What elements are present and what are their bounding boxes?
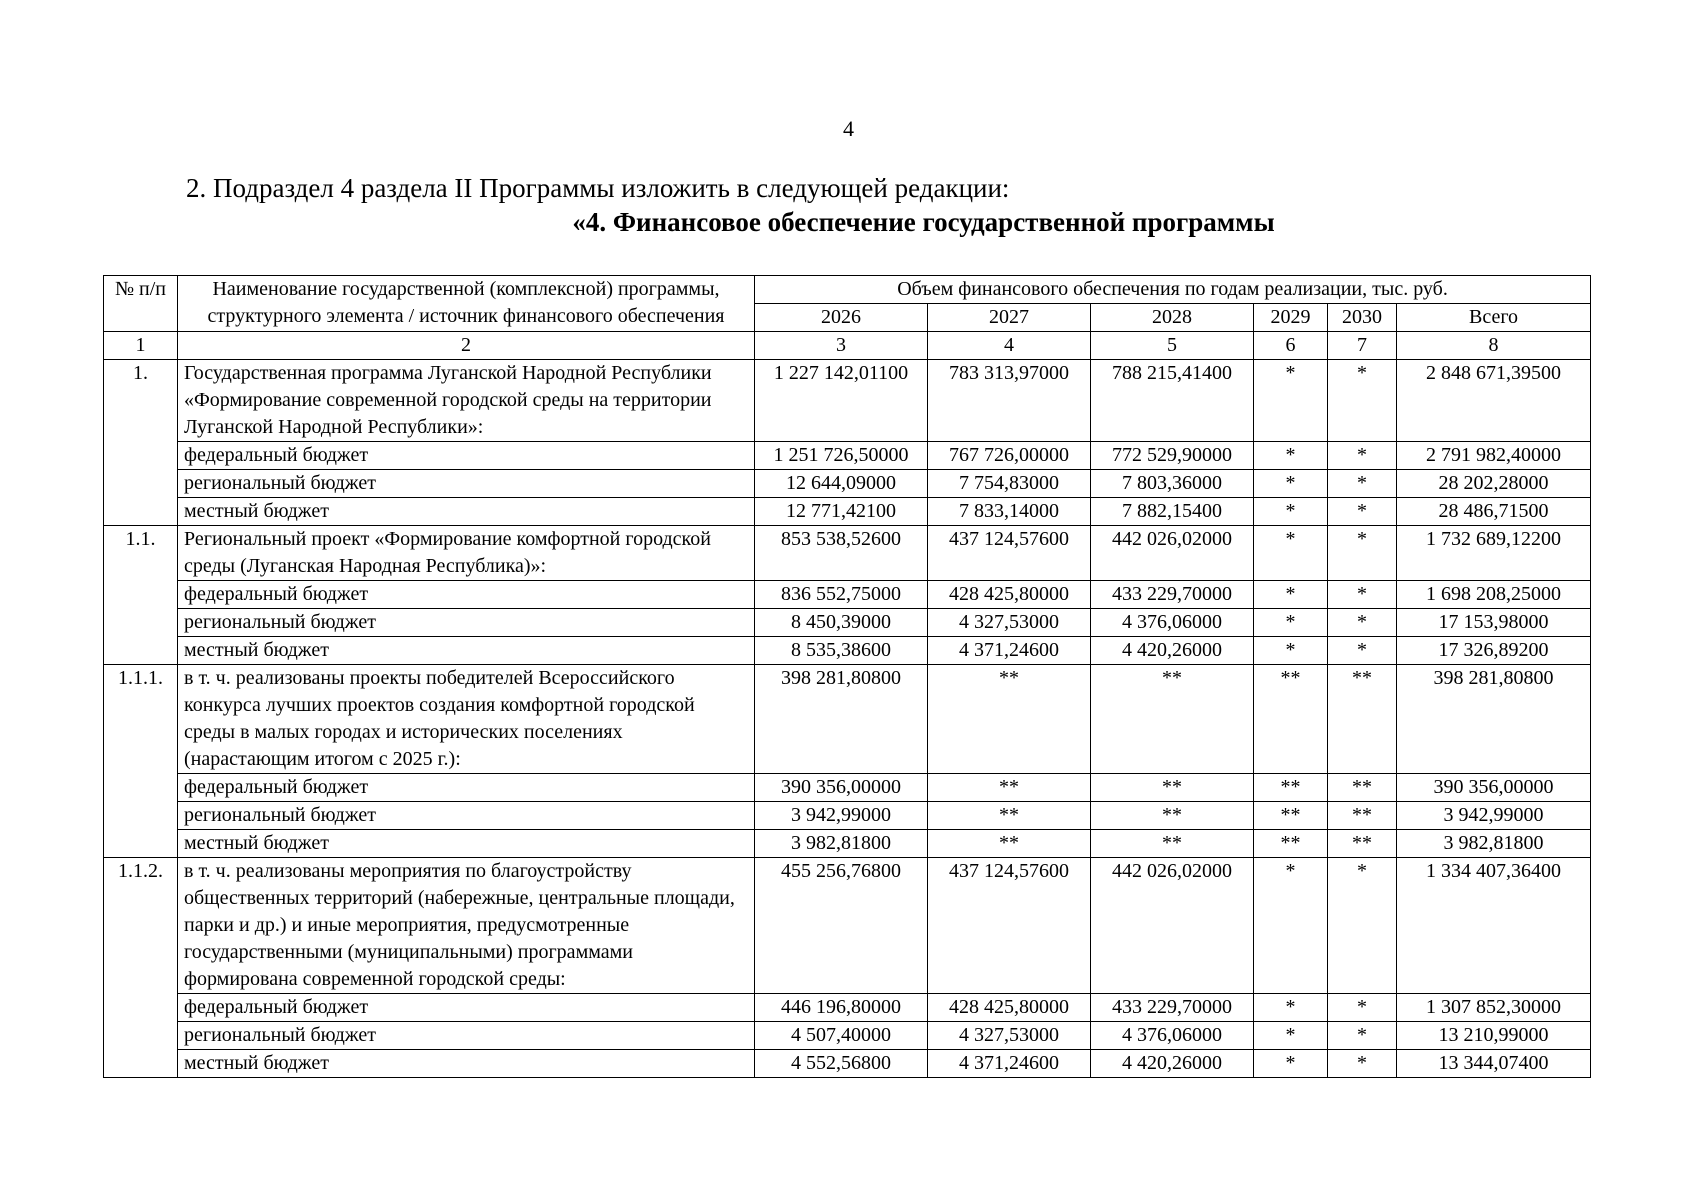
total-value: 17 153,98000 — [1397, 609, 1591, 637]
year-value: 398 281,80800 — [755, 665, 928, 774]
year-value: 1 251 726,50000 — [755, 442, 928, 470]
column-number: 4 — [928, 332, 1091, 360]
header-year: 2027 — [928, 304, 1091, 332]
year-value: * — [1328, 994, 1397, 1022]
year-value: * — [1328, 1022, 1397, 1050]
year-value: * — [1254, 498, 1328, 526]
header-total: Всего — [1397, 304, 1591, 332]
total-value: 398 281,80800 — [1397, 665, 1591, 774]
year-value: 428 425,80000 — [928, 994, 1091, 1022]
total-value: 3 942,99000 — [1397, 802, 1591, 830]
year-value: * — [1328, 858, 1397, 994]
year-value: ** — [1254, 665, 1328, 774]
year-value: 3 982,81800 — [755, 830, 928, 858]
year-value: * — [1328, 360, 1397, 442]
year-value: ** — [1254, 774, 1328, 802]
intro-paragraph: 2. Подраздел 4 раздела II Программы изложить в следующей редакции: — [186, 173, 1010, 203]
year-value: ** — [928, 830, 1091, 858]
year-value: * — [1328, 609, 1397, 637]
table-row — [104, 470, 1591, 498]
year-value: 4 552,56800 — [755, 1050, 928, 1078]
year-value: ** — [1091, 665, 1254, 774]
year-value: 4 376,06000 — [1091, 609, 1254, 637]
total-value: 1 698 208,25000 — [1397, 581, 1591, 609]
table-row — [104, 830, 1591, 858]
year-value: * — [1328, 442, 1397, 470]
year-value: 433 229,70000 — [1091, 581, 1254, 609]
total-value: 13 210,99000 — [1397, 1022, 1591, 1050]
year-value: * — [1254, 526, 1328, 581]
year-value: ** — [1328, 830, 1397, 858]
year-value: 390 356,00000 — [755, 774, 928, 802]
year-value: 442 026,02000 — [1091, 526, 1254, 581]
year-value: ** — [928, 802, 1091, 830]
table-row — [104, 665, 1591, 774]
total-value: 1 334 407,36400 — [1397, 858, 1591, 994]
row-number: 1.1. — [104, 526, 178, 665]
total-value: 1 307 852,30000 — [1397, 994, 1591, 1022]
year-value: 3 942,99000 — [755, 802, 928, 830]
year-value: 428 425,80000 — [928, 581, 1091, 609]
column-number: 6 — [1254, 332, 1328, 360]
program-name: Региональный проект «Формирование комфортной городской среды (Луганская Народная Республика)»: — [178, 526, 755, 581]
year-value: ** — [1254, 802, 1328, 830]
total-value: 17 326,89200 — [1397, 637, 1591, 665]
year-value: 437 124,57600 — [928, 526, 1091, 581]
year-value: 772 529,90000 — [1091, 442, 1254, 470]
year-value: * — [1328, 1050, 1397, 1078]
funding-source: федеральный бюджет — [178, 581, 755, 609]
table-row — [104, 1050, 1591, 1078]
funding-source: федеральный бюджет — [178, 994, 755, 1022]
year-value: 4 327,53000 — [928, 1022, 1091, 1050]
section-title: «4. Финансовое обеспечение государственной программы — [572, 207, 1275, 237]
funding-source: региональный бюджет — [178, 470, 755, 498]
year-value: ** — [1328, 774, 1397, 802]
year-value: * — [1328, 581, 1397, 609]
total-value: 28 486,71500 — [1397, 498, 1591, 526]
header-year: 2026 — [755, 304, 928, 332]
table-row — [104, 774, 1591, 802]
year-value: * — [1254, 858, 1328, 994]
row-number: 1.1.2. — [104, 858, 178, 1078]
funding-source: федеральный бюджет — [178, 774, 755, 802]
financing-table — [103, 275, 1591, 1078]
year-value: * — [1254, 581, 1328, 609]
funding-source: региональный бюджет — [178, 802, 755, 830]
year-value: * — [1254, 609, 1328, 637]
year-value: 4 327,53000 — [928, 609, 1091, 637]
year-value: ** — [1091, 830, 1254, 858]
year-value: 455 256,76800 — [755, 858, 928, 994]
year-value: ** — [1091, 802, 1254, 830]
table-row — [104, 360, 1591, 442]
total-value: 2 848 671,39500 — [1397, 360, 1591, 442]
year-value: ** — [928, 774, 1091, 802]
total-value: 390 356,00000 — [1397, 774, 1591, 802]
year-value: 7 833,14000 — [928, 498, 1091, 526]
year-value: 12 771,42100 — [755, 498, 928, 526]
table-row — [104, 609, 1591, 637]
table-row — [104, 581, 1591, 609]
year-value: 7 803,36000 — [1091, 470, 1254, 498]
program-name: в т. ч. реализованы проекты победителей Всероссийского конкурса лучших проектов создания комфортной городской среды в малых городах и исторических поселениях (нарастающим итогом с 2025 г.): — [178, 665, 755, 774]
total-value: 1 732 689,12200 — [1397, 526, 1591, 581]
table-row — [104, 1022, 1591, 1050]
year-value: 4 420,26000 — [1091, 637, 1254, 665]
program-name: в т. ч. реализованы мероприятия по благоустройству общественных территорий (набережные, центральные площади, парки и др.) и иные мероприятия, предусмотренные государственными (муниципальными) программами формирована современной городской среды: — [178, 858, 755, 994]
program-name: Государственная программа Луганской Народной Республики «Формирование современной городской среды на территории Луганской Народной Республики»: — [178, 360, 755, 442]
funding-source: местный бюджет — [178, 498, 755, 526]
year-value: 446 196,80000 — [755, 994, 928, 1022]
header-year: 2029 — [1254, 304, 1328, 332]
total-value: 2 791 982,40000 — [1397, 442, 1591, 470]
year-value: 7 754,83000 — [928, 470, 1091, 498]
year-value: 4 371,24600 — [928, 1050, 1091, 1078]
table-row — [104, 526, 1591, 581]
table-row — [104, 858, 1591, 994]
funding-source: региональный бюджет — [178, 1022, 755, 1050]
year-value: * — [1254, 1022, 1328, 1050]
year-value: 437 124,57600 — [928, 858, 1091, 994]
table-row — [104, 442, 1591, 470]
year-value: 433 229,70000 — [1091, 994, 1254, 1022]
year-value: * — [1254, 442, 1328, 470]
year-value: 4 507,40000 — [755, 1022, 928, 1050]
year-value: 442 026,02000 — [1091, 858, 1254, 994]
year-value: * — [1254, 994, 1328, 1022]
year-value: 853 538,52600 — [755, 526, 928, 581]
header-num: № п/п — [104, 276, 178, 332]
year-value: * — [1328, 637, 1397, 665]
year-value: 4 376,06000 — [1091, 1022, 1254, 1050]
total-value: 3 982,81800 — [1397, 830, 1591, 858]
funding-source: федеральный бюджет — [178, 442, 755, 470]
year-value: 4 371,24600 — [928, 637, 1091, 665]
funding-source: местный бюджет — [178, 830, 755, 858]
year-value: 7 882,15400 — [1091, 498, 1254, 526]
year-value: * — [1254, 637, 1328, 665]
year-value: * — [1328, 526, 1397, 581]
column-number: 5 — [1091, 332, 1254, 360]
page-number: 4 — [843, 116, 854, 141]
year-value: ** — [1254, 830, 1328, 858]
total-value: 28 202,28000 — [1397, 470, 1591, 498]
table-body — [104, 360, 1591, 1078]
year-value: 1 227 142,01100 — [755, 360, 928, 442]
year-value: 12 644,09000 — [755, 470, 928, 498]
row-number: 1.1.1. — [104, 665, 178, 858]
year-value: 836 552,75000 — [755, 581, 928, 609]
year-value: ** — [928, 665, 1091, 774]
table-row — [104, 994, 1591, 1022]
year-value: * — [1254, 1050, 1328, 1078]
header-year: 2028 — [1091, 304, 1254, 332]
year-value: * — [1254, 470, 1328, 498]
year-value: ** — [1091, 774, 1254, 802]
year-value: * — [1254, 360, 1328, 442]
column-number: 2 — [178, 332, 755, 360]
year-value: 4 420,26000 — [1091, 1050, 1254, 1078]
table-row — [104, 498, 1591, 526]
column-number: 3 — [755, 332, 928, 360]
column-number: 7 — [1328, 332, 1397, 360]
row-number: 1. — [104, 360, 178, 526]
header-volume: Объем финансового обеспечения по годам реализации, тыс. руб. — [755, 276, 1591, 304]
year-value: 8 535,38600 — [755, 637, 928, 665]
year-value: * — [1328, 470, 1397, 498]
year-value: ** — [1328, 665, 1397, 774]
table-row — [104, 637, 1591, 665]
year-value: 788 215,41400 — [1091, 360, 1254, 442]
header-year: 2030 — [1328, 304, 1397, 332]
funding-source: местный бюджет — [178, 1050, 755, 1078]
header-name: Наименование государственной (комплексной) программы, структурного элемента / источник финансового обеспечения — [178, 276, 755, 332]
year-value: 767 726,00000 — [928, 442, 1091, 470]
column-number: 8 — [1397, 332, 1591, 360]
year-value: 783 313,97000 — [928, 360, 1091, 442]
total-value: 13 344,07400 — [1397, 1050, 1591, 1078]
year-value: ** — [1328, 802, 1397, 830]
funding-source: региональный бюджет — [178, 609, 755, 637]
column-number: 1 — [104, 332, 178, 360]
funding-source: местный бюджет — [178, 637, 755, 665]
table-row — [104, 802, 1591, 830]
year-value: * — [1328, 498, 1397, 526]
year-value: 8 450,39000 — [755, 609, 928, 637]
